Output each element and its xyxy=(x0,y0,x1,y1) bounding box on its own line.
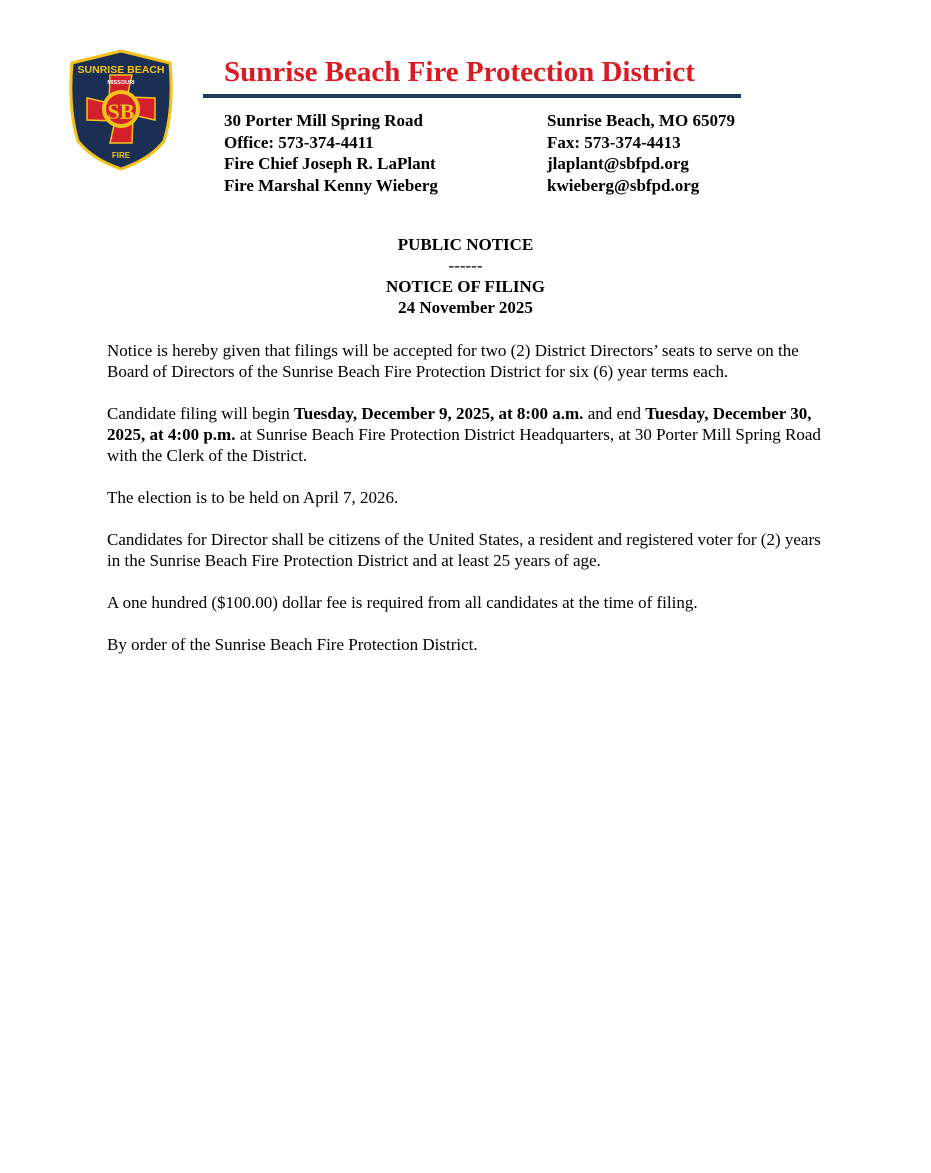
office-phone: Office: 573-374-4411 xyxy=(224,132,374,152)
logo-state-text: MISSOURI xyxy=(107,80,135,86)
logo-monogram: SB xyxy=(107,99,135,124)
contact-right xyxy=(547,110,735,196)
fire-marshal: Fire Marshal Kenny Wieberg xyxy=(224,175,438,195)
paragraph-election-date: The election is to be held on April 7, 2026. xyxy=(107,488,399,507)
paragraph-eligibility: Candidates for Director shall be citizens of the United States, a resident and registered voter for (2) years in the Sunrise Beach Fire Protection District and at least 25 years of age. xyxy=(107,530,821,570)
fax-number: Fax: 573-374-4413 xyxy=(547,132,681,152)
paragraph-seats: Notice is hereby given that filings will be accepted for two (2) District Directors’ seats to serve on the Board of Directors of the Sunrise Beach Fire Protection District for six (6) year terms each. xyxy=(107,341,799,381)
filing-end: Tuesday, December 30, 2025, at 4:00 p.m. xyxy=(107,404,812,444)
fire-chief: Fire Chief Joseph R. LaPlant xyxy=(224,154,436,173)
paragraph-fee: A one hundred ($100.00) dollar fee is required from all candidates at the time of filing. xyxy=(107,593,698,612)
chief-email: jlaplant@sbfpd.org xyxy=(547,154,689,173)
heading-separator: ------ xyxy=(448,256,483,275)
notice-of-filing-heading: NOTICE OF FILING xyxy=(385,277,545,296)
address-line: 30 Porter Mill Spring Road xyxy=(224,111,423,130)
notice-body xyxy=(107,340,827,676)
notice-heading xyxy=(0,234,931,318)
notice-date: 24 November 2025 xyxy=(398,298,533,317)
filing-start: Tuesday, December 9, 2025, at 8:00 a.m. xyxy=(293,404,584,423)
public-notice-heading: PUBLIC NOTICE xyxy=(397,235,534,254)
contact-left xyxy=(224,110,438,196)
marshal-email: kwieberg@sbfpd.org xyxy=(547,175,700,195)
district-logo xyxy=(66,49,176,171)
title-rule xyxy=(203,94,741,98)
paragraph-filing-period: Candidate filing will begin Tuesday, December 9, 2025, at 8:00 a.m. and end Tuesday, December 30, 2025, at 4:00 p.m. at Sunrise Beach Fire Protection District Headquarters, at 30 Porter Mill Spring Road with the Clerk of the District. xyxy=(107,404,821,465)
city-line: Sunrise Beach, MO 65079 xyxy=(547,111,735,130)
paragraph-order: By order of the Sunrise Beach Fire Protection District. xyxy=(107,635,478,654)
logo-top-text: SUNRISE BEACH xyxy=(77,64,165,76)
logo-bottom-text: FIRE xyxy=(111,151,131,160)
page-title: Sunrise Beach Fire Protection District xyxy=(224,56,695,88)
